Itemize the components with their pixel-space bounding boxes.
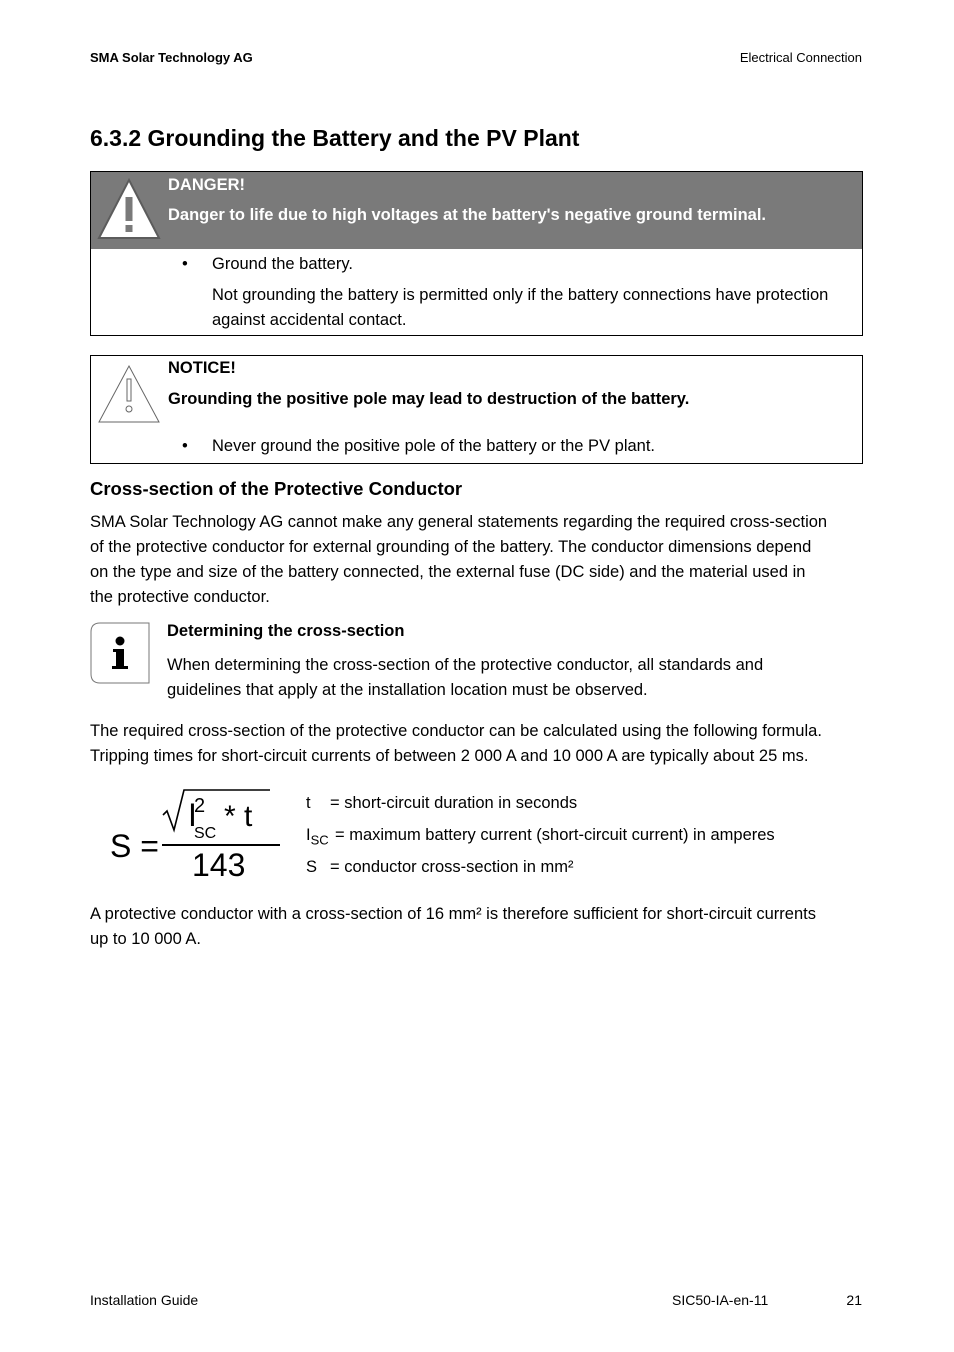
danger-note-line: Not grounding the battery is permitted only if the battery connections have protection	[212, 286, 829, 304]
info-icon	[90, 622, 150, 684]
danger-note-line: against accidental contact.	[212, 311, 407, 329]
paragraph-line: on the type and size of the battery connected, the external fuse (DC side) and the material used in	[90, 563, 806, 581]
legend-isc-letter: I	[306, 826, 311, 844]
danger-message: Danger to life due to high voltages at the battery's negative ground terminal.	[168, 206, 767, 224]
notice-box	[90, 355, 863, 464]
danger-box	[90, 171, 863, 336]
footer-page-number: 21	[846, 1292, 862, 1308]
paragraph-line: SMA Solar Technology AG cannot make any general statements regarding the required cross-section	[90, 513, 828, 531]
section-title: 6.3.2 Grounding the Battery and the PV Plant	[90, 125, 580, 151]
legend-desc-isc: = maximum battery current (short-circuit current) in amperes	[335, 826, 775, 844]
info-line: guidelines that apply at the installation location must be observed.	[167, 681, 648, 699]
danger-header	[91, 172, 862, 249]
formula-times-t: * t	[224, 800, 253, 833]
legend-symbol-isc	[306, 826, 329, 847]
legend-isc-subscript: SC	[310, 832, 329, 848]
notice-message: Grounding the positive pole may lead to destruction of the battery.	[168, 390, 690, 408]
formula-subscript: SC	[194, 825, 217, 842]
legend-symbol-s: S	[306, 858, 318, 876]
conclusion-line: up to 10 000 A.	[90, 930, 202, 948]
intro-line: Tripping times for short-circuit currents of between 2 000 A and 10 000 A are typically about 25 ms.	[90, 747, 809, 765]
formula	[108, 787, 288, 887]
cross-section-heading: Cross-section of the Protective Conductor	[90, 478, 463, 499]
info-line: When determining the cross-section of the protective conductor, all standards and	[167, 656, 764, 674]
legend-symbol-t: t	[306, 794, 311, 812]
notice-triangle-icon	[96, 361, 162, 425]
legend-desc-t: = short-circuit duration in seconds	[330, 794, 578, 812]
danger-bullet-text: Ground the battery.	[212, 255, 353, 273]
paragraph-line: the protective conductor.	[90, 588, 270, 606]
intro-line: The required cross-section of the protective conductor can be calculated using the following formula.	[90, 722, 822, 740]
cross-section-paragraph	[90, 510, 880, 610]
header-chapter: Electrical Connection	[739, 50, 862, 65]
bullet-dot: •	[182, 437, 188, 455]
notice-label: NOTICE!	[168, 359, 236, 377]
warning-triangle-icon	[96, 177, 162, 241]
conclusion-line: A protective conductor with a cross-section of 16 mm² is therefore sufficient for short-circuit currents	[90, 905, 816, 923]
danger-label: DANGER!	[168, 176, 245, 194]
legend-desc-s: = conductor cross-section in mm²	[330, 858, 574, 876]
info-title: Determining the cross-section	[167, 622, 405, 640]
formula-exponent: 2	[194, 795, 206, 817]
paragraph-line: of the protective conductor for external grounding of the battery. The conductor dimensions depend	[90, 538, 812, 556]
header-company: SMA Solar Technology AG	[90, 50, 253, 65]
info-text	[167, 653, 763, 703]
footer-doc-type: Installation Guide	[90, 1292, 199, 1308]
formula-intro	[90, 719, 822, 769]
notice-bullet-text: Never ground the positive pole of the battery or the PV plant.	[212, 437, 656, 455]
formula-denominator: 143	[192, 847, 246, 883]
bullet-dot: •	[182, 255, 188, 273]
fraction-bar	[162, 844, 280, 846]
formula-current-symbol: I	[188, 797, 197, 833]
footer-doc-code: SIC50-IA-en-11	[672, 1292, 769, 1308]
conclusion	[90, 902, 816, 952]
formula-lhs: S =	[110, 828, 159, 864]
